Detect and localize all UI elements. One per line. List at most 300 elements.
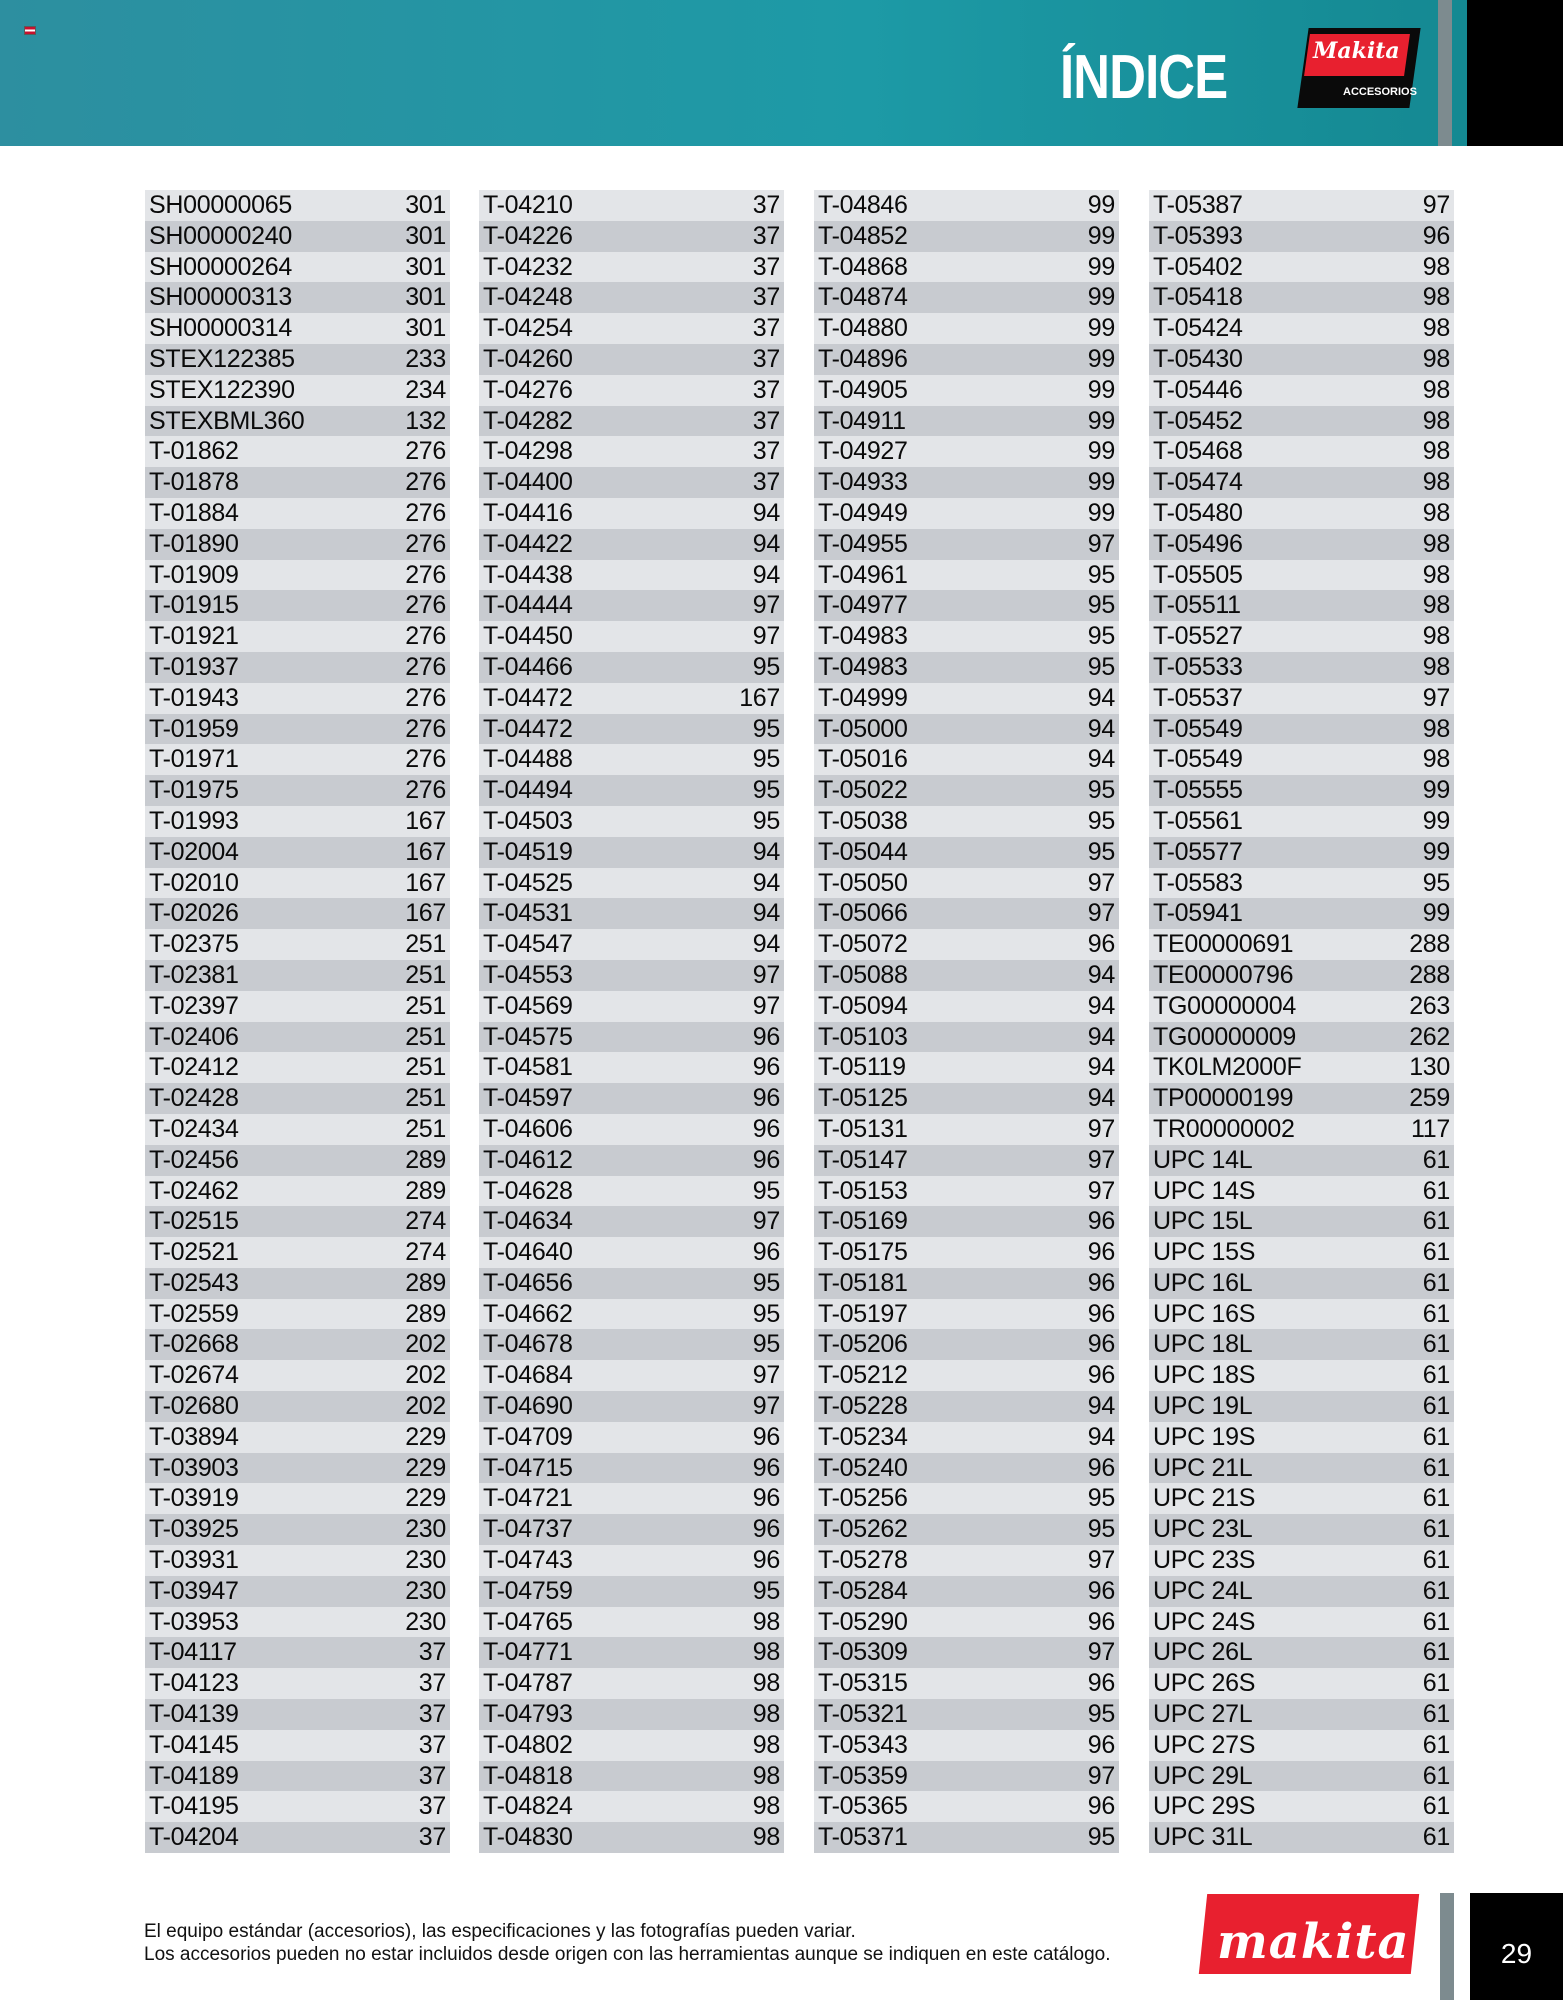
item-page: 96 [752, 1114, 780, 1143]
item-page: 95 [752, 806, 780, 835]
index-row [145, 498, 450, 529]
item-code: T-05365 [818, 1792, 908, 1821]
index-row [1149, 714, 1454, 745]
item-code: T-01943 [149, 683, 239, 712]
item-page: 37 [418, 1638, 446, 1667]
item-page: 98 [1422, 714, 1450, 743]
item-page: 96 [1087, 1299, 1115, 1328]
item-code: SH00000264 [149, 252, 292, 281]
index-row [814, 1114, 1119, 1145]
index-row [145, 1453, 450, 1484]
index-row [145, 560, 450, 591]
index-row [145, 190, 450, 221]
item-code: TE00000691 [1153, 930, 1294, 959]
item-code: T-04494 [483, 776, 573, 805]
item-code: T-04911 [818, 406, 906, 435]
item-page: 95 [1422, 868, 1450, 897]
index-row [814, 1545, 1119, 1576]
index-row [1149, 344, 1454, 375]
item-page: 61 [1422, 1145, 1450, 1174]
index-row [1149, 313, 1454, 344]
index-row [145, 313, 450, 344]
index-row [814, 1022, 1119, 1053]
index-row [814, 1360, 1119, 1391]
item-page: 61 [1422, 1422, 1450, 1451]
item-code: T-04606 [483, 1114, 573, 1143]
item-code: T-04880 [818, 314, 908, 343]
index-row [1149, 1514, 1454, 1545]
item-code: UPC 26L [1153, 1638, 1253, 1667]
item-page: 98 [752, 1607, 780, 1636]
item-code: T-04210 [483, 191, 573, 219]
index-row [479, 1514, 784, 1545]
item-page: 202 [405, 1330, 446, 1359]
item-code: T-05066 [818, 899, 908, 928]
index-row [479, 1483, 784, 1514]
item-code: TP00000199 [1153, 1084, 1294, 1113]
index-row [814, 1391, 1119, 1422]
index-row [1149, 1699, 1454, 1730]
item-code: T-05044 [818, 837, 908, 866]
item-code: T-02543 [149, 1268, 239, 1297]
item-page: 97 [752, 591, 780, 620]
index-row [145, 1699, 450, 1730]
index-row [145, 1761, 450, 1792]
index-row [814, 560, 1119, 591]
index-row [1149, 498, 1454, 529]
item-code: T-01884 [149, 498, 239, 527]
item-page: 97 [752, 960, 780, 989]
item-code: T-05147 [818, 1145, 908, 1174]
item-page: 61 [1422, 1299, 1450, 1328]
item-code: T-04488 [483, 745, 573, 774]
item-code: TG00000009 [1153, 1022, 1296, 1051]
index-row [814, 498, 1119, 529]
index-row [814, 960, 1119, 991]
item-page: 96 [752, 1546, 780, 1575]
item-code: T-04525 [483, 868, 573, 897]
index-row [814, 221, 1119, 252]
item-page: 229 [405, 1484, 446, 1513]
item-page: 95 [1087, 1823, 1115, 1852]
item-code: T-05234 [818, 1422, 908, 1451]
item-page: 61 [1422, 1330, 1450, 1359]
item-page: 94 [1087, 1422, 1115, 1451]
item-page: 94 [1087, 1022, 1115, 1051]
item-code: T-04830 [483, 1823, 573, 1852]
index-row [145, 837, 450, 868]
index-row [479, 1453, 784, 1484]
item-code: UPC 26S [1153, 1669, 1256, 1698]
item-page: 96 [752, 1053, 780, 1082]
item-page: 94 [752, 837, 780, 866]
item-page: 99 [1087, 314, 1115, 343]
item-page: 95 [1087, 776, 1115, 805]
item-code: T-05418 [1153, 283, 1243, 312]
item-page: 96 [1422, 221, 1450, 250]
item-code: UPC 18S [1153, 1361, 1256, 1390]
index-row [145, 375, 450, 406]
index-row [814, 190, 1119, 221]
index-row [814, 1576, 1119, 1607]
item-page: 132 [405, 406, 446, 435]
item-code: T-05206 [818, 1330, 908, 1359]
item-page: 95 [752, 1268, 780, 1297]
item-page: 61 [1422, 1638, 1450, 1667]
index-row [145, 1329, 450, 1360]
item-code: T-04715 [483, 1453, 573, 1482]
index-row [814, 1268, 1119, 1299]
item-page: 37 [752, 191, 780, 219]
item-page: 96 [752, 1022, 780, 1051]
item-code: T-05941 [1153, 899, 1243, 928]
item-code: T-01971 [149, 745, 239, 774]
index-row [479, 1052, 784, 1083]
item-page: 98 [1422, 314, 1450, 343]
item-code: T-04569 [483, 991, 573, 1020]
index-row [145, 1514, 450, 1545]
item-page: 94 [752, 868, 780, 897]
item-page: 98 [1422, 406, 1450, 435]
item-code: T-05131 [818, 1114, 908, 1143]
index-row [1149, 1114, 1454, 1145]
item-code: T-04519 [483, 837, 573, 866]
item-code: T-04195 [149, 1792, 239, 1821]
item-page: 276 [405, 652, 446, 681]
item-page: 95 [1087, 1484, 1115, 1513]
index-row [145, 1730, 450, 1761]
item-code: TE00000796 [1153, 960, 1294, 989]
item-page: 97 [752, 991, 780, 1020]
item-code: T-04737 [483, 1515, 573, 1544]
item-code: T-04852 [818, 221, 908, 250]
index-row [1149, 806, 1454, 837]
item-code: T-02026 [149, 899, 239, 928]
item-code: T-04416 [483, 498, 573, 527]
item-page: 37 [418, 1761, 446, 1790]
index-row [814, 529, 1119, 560]
index-row [814, 406, 1119, 437]
item-page: 97 [752, 622, 780, 651]
item-page: 37 [418, 1730, 446, 1759]
item-page: 274 [405, 1238, 446, 1267]
item-page: 167 [739, 683, 780, 712]
footer-disclaimer-line-2: Los accesorios pueden no estar incluidos desde origen con las herramientas aunque se indiquen en este catálogo. [144, 1944, 1111, 1965]
item-code: T-05169 [818, 1207, 908, 1236]
item-code: T-01937 [149, 652, 239, 681]
index-row [814, 1422, 1119, 1453]
index-row [1149, 621, 1454, 652]
item-page: 96 [1087, 1730, 1115, 1759]
item-code: T-05072 [818, 930, 908, 959]
item-page: 251 [405, 930, 446, 959]
item-page: 94 [752, 498, 780, 527]
item-code: T-05284 [818, 1576, 908, 1605]
item-code: T-04709 [483, 1422, 573, 1451]
item-code: T-02428 [149, 1084, 239, 1113]
item-page: 94 [1087, 1084, 1115, 1113]
index-row [145, 221, 450, 252]
index-row [814, 775, 1119, 806]
item-code: UPC 16S [1153, 1299, 1256, 1328]
item-page: 96 [752, 1422, 780, 1451]
index-row [479, 1114, 784, 1145]
index-row [1149, 868, 1454, 899]
index-column-1 [145, 190, 450, 1853]
index-row [814, 467, 1119, 498]
item-page: 96 [1087, 1330, 1115, 1359]
item-page: 98 [752, 1700, 780, 1729]
index-row [145, 1637, 450, 1668]
item-page: 289 [405, 1299, 446, 1328]
logo-subtitle: ACCESORIOS [1343, 86, 1417, 98]
item-code: T-01993 [149, 806, 239, 835]
index-row [145, 1822, 450, 1853]
item-code: T-05527 [1153, 622, 1243, 651]
index-row [814, 1761, 1119, 1792]
index-row [1149, 375, 1454, 406]
index-row [1149, 1453, 1454, 1484]
item-page: 98 [1422, 252, 1450, 281]
item-code: T-05561 [1153, 806, 1243, 835]
item-code: T-05511 [1153, 591, 1241, 620]
index-row [145, 1791, 450, 1822]
item-code: T-04226 [483, 221, 573, 250]
item-page: 117 [1411, 1114, 1450, 1143]
item-page: 98 [752, 1730, 780, 1759]
item-page: 61 [1422, 1730, 1450, 1759]
item-page: 99 [1087, 375, 1115, 404]
index-row [1149, 929, 1454, 960]
item-code: T-04575 [483, 1022, 573, 1051]
index-row [1149, 1176, 1454, 1207]
item-code: T-04139 [149, 1700, 239, 1729]
item-page: 276 [405, 683, 446, 712]
index-row [1149, 1730, 1454, 1761]
item-page: 99 [1087, 344, 1115, 373]
index-row [479, 190, 784, 221]
index-row [1149, 436, 1454, 467]
item-code: T-04531 [483, 899, 573, 928]
item-code: T-05505 [1153, 560, 1243, 589]
item-page: 94 [1087, 960, 1115, 989]
item-page: 61 [1422, 1238, 1450, 1267]
item-code: T-04145 [149, 1730, 239, 1759]
item-page: 276 [405, 498, 446, 527]
index-row [1149, 221, 1454, 252]
flag-icon[interactable] [24, 26, 36, 35]
item-code: T-02515 [149, 1207, 239, 1236]
item-code: T-04874 [818, 283, 908, 312]
index-row [479, 714, 784, 745]
item-page: 95 [752, 776, 780, 805]
index-row [479, 652, 784, 683]
item-code: SH00000240 [149, 221, 292, 250]
item-code: T-03919 [149, 1484, 239, 1513]
item-code: T-04656 [483, 1268, 573, 1297]
item-page: 97 [1087, 1114, 1115, 1143]
item-page: 94 [1087, 745, 1115, 774]
item-page: 37 [752, 221, 780, 250]
item-page: 99 [1422, 899, 1450, 928]
index-row [1149, 775, 1454, 806]
index-row [814, 1730, 1119, 1761]
index-row [479, 467, 784, 498]
index-row [1149, 1206, 1454, 1237]
index-row [814, 1668, 1119, 1699]
index-row [479, 1022, 784, 1053]
item-page: 301 [405, 252, 446, 281]
item-code: T-02559 [149, 1299, 239, 1328]
index-row [479, 1422, 784, 1453]
index-row [814, 344, 1119, 375]
item-page: 167 [405, 868, 446, 897]
item-code: T-05577 [1153, 837, 1243, 866]
index-row [814, 1453, 1119, 1484]
item-code: T-04983 [818, 622, 908, 651]
index-column-3 [814, 190, 1119, 1853]
item-page: 97 [1087, 1176, 1115, 1205]
item-page: 95 [1087, 1700, 1115, 1729]
index-row [1149, 1576, 1454, 1607]
item-code: UPC 23L [1153, 1515, 1253, 1544]
index-row [145, 252, 450, 283]
index-row [145, 406, 450, 437]
item-code: T-05197 [818, 1299, 908, 1328]
item-code: T-04444 [483, 591, 573, 620]
item-code: T-04254 [483, 314, 573, 343]
item-code: T-04999 [818, 683, 908, 712]
item-code: UPC 29S [1153, 1792, 1256, 1821]
item-code: T-05321 [818, 1700, 908, 1729]
item-code: T-05343 [818, 1730, 908, 1759]
item-page: 301 [405, 314, 446, 343]
item-code: T-05402 [1153, 252, 1243, 281]
item-code: T-01909 [149, 560, 239, 589]
item-page: 95 [1087, 1515, 1115, 1544]
item-page: 276 [405, 714, 446, 743]
item-code: T-04612 [483, 1145, 573, 1174]
item-code: T-03947 [149, 1576, 239, 1605]
index-row [479, 898, 784, 929]
item-code: T-05555 [1153, 776, 1243, 805]
item-code: T-03894 [149, 1422, 239, 1451]
index-row [814, 621, 1119, 652]
item-code: SH00000065 [149, 191, 292, 219]
index-row [145, 991, 450, 1022]
index-row [479, 1145, 784, 1176]
item-page: 95 [752, 1299, 780, 1328]
item-page: 276 [405, 591, 446, 620]
item-code: T-04662 [483, 1299, 573, 1328]
item-code: UPC 18L [1153, 1330, 1253, 1359]
item-page: 95 [752, 745, 780, 774]
item-page: 61 [1422, 1669, 1450, 1698]
index-row [814, 744, 1119, 775]
item-page: 99 [1422, 806, 1450, 835]
item-page: 96 [752, 1484, 780, 1513]
makita-accesorios-logo [1303, 28, 1415, 108]
item-page: 276 [405, 560, 446, 589]
index-row [145, 344, 450, 375]
item-page: 97 [1087, 1761, 1115, 1790]
item-code: UPC 19L [1153, 1392, 1253, 1421]
index-row [145, 1545, 450, 1576]
item-page: 99 [1087, 283, 1115, 312]
index-row [479, 1329, 784, 1360]
item-page: 37 [752, 468, 780, 497]
index-row [814, 1237, 1119, 1268]
index-row [479, 991, 784, 1022]
item-page: 230 [405, 1576, 446, 1605]
index-row [145, 1422, 450, 1453]
item-page: 130 [1409, 1053, 1450, 1082]
index-row [145, 1268, 450, 1299]
index-row [479, 313, 784, 344]
item-code: T-03953 [149, 1607, 239, 1636]
index-row [145, 1022, 450, 1053]
index-row [1149, 960, 1454, 991]
item-code: T-04787 [483, 1669, 573, 1698]
item-code: T-04597 [483, 1084, 573, 1113]
index-row [1149, 467, 1454, 498]
item-code: T-04248 [483, 283, 573, 312]
item-page: 251 [405, 1114, 446, 1143]
index-row [145, 621, 450, 652]
index-row [479, 1360, 784, 1391]
index-row [479, 1730, 784, 1761]
index-row [814, 1052, 1119, 1083]
item-page: 37 [752, 437, 780, 466]
item-page: 61 [1422, 1761, 1450, 1790]
item-page: 276 [405, 776, 446, 805]
item-page: 96 [752, 1145, 780, 1174]
item-page: 97 [1087, 868, 1115, 897]
item-page: 94 [752, 560, 780, 589]
item-page: 95 [1087, 837, 1115, 866]
index-row [814, 282, 1119, 313]
item-page: 95 [1087, 560, 1115, 589]
item-page: 96 [752, 1238, 780, 1267]
item-page: 274 [405, 1207, 446, 1236]
index-row [1149, 1083, 1454, 1114]
item-code: T-05094 [818, 991, 908, 1020]
item-page: 259 [1409, 1084, 1450, 1113]
item-page: 95 [752, 1176, 780, 1205]
item-code: T-04232 [483, 252, 573, 281]
item-page: 61 [1422, 1700, 1450, 1729]
index-row [814, 1699, 1119, 1730]
item-page: 37 [752, 344, 780, 373]
page-title: ÍNDICE [1060, 43, 1228, 112]
item-page: 98 [752, 1761, 780, 1790]
index-row [145, 960, 450, 991]
item-code: T-05393 [1153, 221, 1243, 250]
item-page: 37 [752, 375, 780, 404]
item-page: 94 [752, 899, 780, 928]
item-code: T-04581 [483, 1053, 573, 1082]
item-code: T-02456 [149, 1145, 239, 1174]
index-row [479, 744, 784, 775]
item-page: 230 [405, 1607, 446, 1636]
item-code: T-02680 [149, 1392, 239, 1421]
item-page: 301 [405, 191, 446, 219]
item-code: T-04678 [483, 1330, 573, 1359]
logo-brand-text: Makita [1313, 38, 1400, 64]
item-page: 37 [418, 1669, 446, 1698]
item-code: T-05153 [818, 1176, 908, 1205]
item-code: T-05000 [818, 714, 908, 743]
